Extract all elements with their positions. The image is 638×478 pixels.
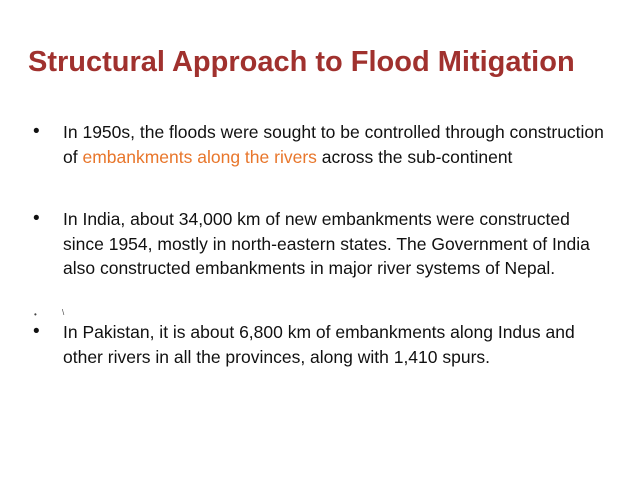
- stray-slash-mark: \: [62, 308, 65, 317]
- bullet-item: [33, 320, 613, 369]
- bullet-marker: •: [33, 321, 40, 342]
- bullet-marker: •: [33, 208, 40, 229]
- bullet-text: In Pakistan, it is about 6,800 km of embankments along Indus and other rivers in all the provinces, along with 1,410 spurs.: [63, 322, 575, 367]
- bullet-text-before: In 1950s, the floods were sought to be controlled through construction of: [63, 122, 604, 167]
- bullet-text-after: across the sub-continent: [316, 146, 513, 167]
- bullet-marker: •: [33, 121, 40, 142]
- slide-title: Structural Approach to Flood Mitigation: [28, 46, 575, 78]
- bullet-item: [33, 120, 613, 169]
- bullet-item: [33, 207, 613, 281]
- stray-dot-mark: •: [34, 310, 37, 319]
- bullet-text: [63, 120, 608, 169]
- highlighted-text: embankments along the rivers: [82, 146, 317, 167]
- bullet-text: In India, about 34,000 km of new embankments were constructed since 1954, mostly in north-eastern states. The Government of India also constructed embankments in major river systems of Nepal.: [63, 209, 590, 278]
